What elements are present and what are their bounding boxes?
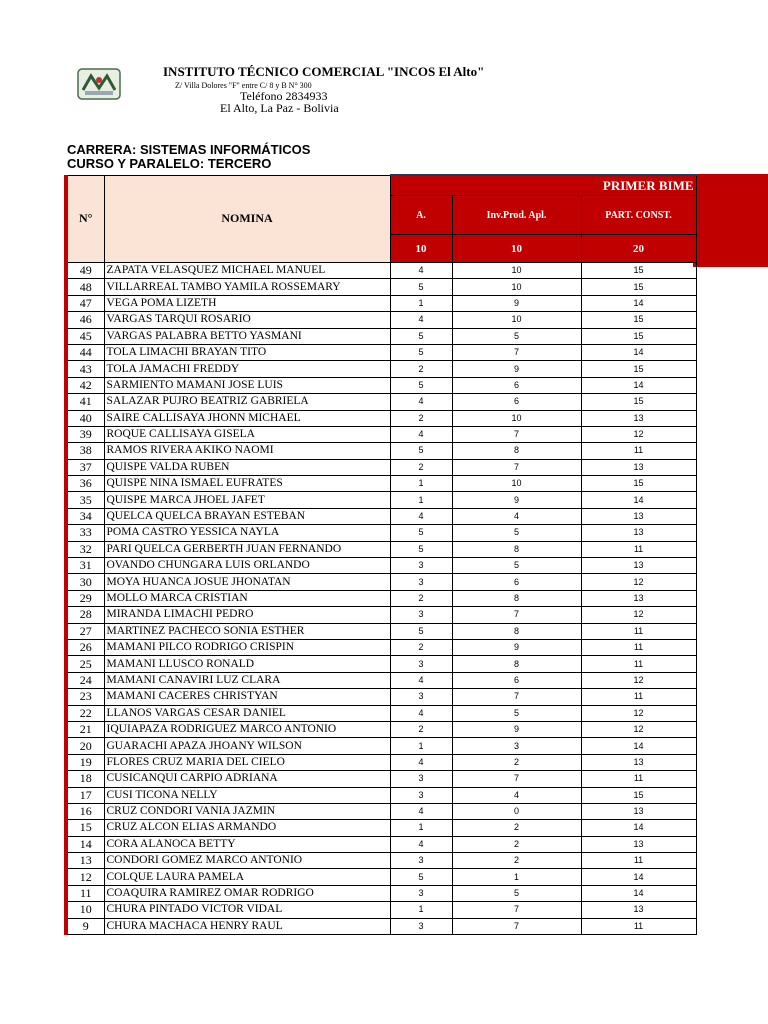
score-asistencia: 4	[390, 312, 452, 328]
student-number: 11	[66, 885, 104, 901]
score-participacion: 11	[581, 623, 696, 639]
table-row	[66, 574, 696, 590]
score-asistencia: 5	[390, 623, 452, 639]
score-inv-prod: 8	[452, 443, 581, 459]
score-asistencia: 3	[390, 607, 452, 623]
student-number: 20	[66, 738, 104, 754]
table-row	[66, 459, 696, 475]
score-participacion: 13	[581, 754, 696, 770]
column-header-number: N°	[66, 175, 104, 263]
table-row	[66, 721, 696, 737]
score-participacion: 15	[581, 263, 696, 279]
student-number: 13	[66, 853, 104, 869]
table-row	[66, 607, 696, 623]
score-participacion: 15	[581, 476, 696, 492]
score-inv-prod: 2	[452, 820, 581, 836]
student-number: 18	[66, 771, 104, 787]
student-number: 40	[66, 410, 104, 426]
student-number: 33	[66, 525, 104, 541]
column-header-participacion: PART. CONST.	[581, 196, 696, 235]
score-participacion: 15	[581, 279, 696, 295]
score-asistencia: 3	[390, 656, 452, 672]
table-row	[66, 918, 696, 934]
student-number: 29	[66, 590, 104, 606]
score-participacion: 13	[581, 525, 696, 541]
score-asistencia: 3	[390, 918, 452, 934]
score-asistencia: 4	[390, 705, 452, 721]
score-asistencia: 4	[390, 508, 452, 524]
table-row	[66, 443, 696, 459]
score-participacion: 11	[581, 443, 696, 459]
column-header-asistencia: A.	[390, 196, 452, 235]
table-row	[66, 541, 696, 557]
score-participacion: 12	[581, 672, 696, 688]
student-name: VARGAS TARQUI ROSARIO	[104, 312, 390, 328]
score-asistencia: 1	[390, 476, 452, 492]
score-participacion: 13	[581, 803, 696, 819]
curso-label: CURSO Y PARALELO: TERCERO	[67, 156, 272, 171]
student-number: 49	[66, 263, 104, 279]
score-inv-prod: 5	[452, 328, 581, 344]
student-number: 12	[66, 869, 104, 885]
score-inv-prod: 5	[452, 525, 581, 541]
student-name: MAMANI CANAVIRI LUZ CLARA	[104, 672, 390, 688]
table-row	[66, 361, 696, 377]
score-participacion: 14	[581, 885, 696, 901]
student-number: 30	[66, 574, 104, 590]
student-name: MOLLO MARCA CRISTIAN	[104, 590, 390, 606]
student-number: 16	[66, 803, 104, 819]
score-asistencia: 1	[390, 492, 452, 508]
table-row	[66, 672, 696, 688]
table-row	[66, 853, 696, 869]
score-inv-prod: 6	[452, 377, 581, 393]
student-name: QUISPE MARCA JHOEL JAFET	[104, 492, 390, 508]
score-asistencia: 2	[390, 721, 452, 737]
table-row	[66, 279, 696, 295]
table-row	[66, 295, 696, 311]
score-asistencia: 3	[390, 787, 452, 803]
score-participacion: 13	[581, 558, 696, 574]
score-participacion: 11	[581, 918, 696, 934]
table-row	[66, 869, 696, 885]
student-number: 26	[66, 639, 104, 655]
score-asistencia: 4	[390, 754, 452, 770]
student-name: MAMANI LLUSCO RONALD	[104, 656, 390, 672]
score-inv-prod: 6	[452, 574, 581, 590]
institution-name: INSTITUTO TÉCNICO COMERCIAL "INCOS El Alto"	[163, 64, 485, 79]
score-participacion: 11	[581, 639, 696, 655]
table-row	[66, 639, 696, 655]
score-participacion: 13	[581, 459, 696, 475]
score-inv-prod: 10	[452, 410, 581, 426]
score-asistencia: 5	[390, 344, 452, 360]
student-name: MAMANI PILCO RODRIGO CRISPIN	[104, 639, 390, 655]
student-number: 23	[66, 689, 104, 705]
score-inv-prod: 9	[452, 295, 581, 311]
student-name: COLQUE LAURA PAMELA	[104, 869, 390, 885]
student-name: ROQUE CALLISAYA GISELA	[104, 426, 390, 442]
table-row	[66, 705, 696, 721]
score-asistencia: 5	[390, 541, 452, 557]
score-asistencia: 5	[390, 869, 452, 885]
score-inv-prod: 7	[452, 902, 581, 918]
score-participacion: 14	[581, 738, 696, 754]
student-name: LLANOS VARGAS CESAR DANIEL	[104, 705, 390, 721]
student-name: QUISPE VALDA RUBEN	[104, 459, 390, 475]
max-score-inv-prod: 10	[452, 235, 581, 263]
score-asistencia: 4	[390, 394, 452, 410]
score-participacion: 15	[581, 328, 696, 344]
score-participacion: 11	[581, 771, 696, 787]
student-number: 21	[66, 721, 104, 737]
table-row	[66, 689, 696, 705]
student-name: VILLARREAL TAMBO YAMILA ROSSEMARY	[104, 279, 390, 295]
score-inv-prod: 2	[452, 836, 581, 852]
student-name: CHURA MACHACA HENRY RAUL	[104, 918, 390, 934]
score-asistencia: 4	[390, 426, 452, 442]
score-asistencia: 2	[390, 459, 452, 475]
score-participacion: 11	[581, 689, 696, 705]
student-name: FLORES CRUZ MARIA DEL CIELO	[104, 754, 390, 770]
score-inv-prod: 9	[452, 492, 581, 508]
student-name: PARI QUELCA GERBERTH JUAN FERNANDO	[104, 541, 390, 557]
score-inv-prod: 7	[452, 918, 581, 934]
max-score-participacion: 20	[581, 235, 696, 263]
student-number: 25	[66, 656, 104, 672]
student-number: 32	[66, 541, 104, 557]
student-name: MAMANI CACERES CHRISTYAN	[104, 689, 390, 705]
score-inv-prod: 5	[452, 705, 581, 721]
max-score-asistencia: 10	[390, 235, 452, 263]
student-name: CONDORI GOMEZ MARCO ANTONIO	[104, 853, 390, 869]
student-name: MIRANDA LIMACHI PEDRO	[104, 607, 390, 623]
student-number: 44	[66, 344, 104, 360]
table-row	[66, 394, 696, 410]
student-number: 31	[66, 558, 104, 574]
table-row	[66, 476, 696, 492]
institution-city: El Alto, La Paz - Bolivia	[220, 101, 339, 115]
score-asistencia: 1	[390, 820, 452, 836]
student-number: 27	[66, 623, 104, 639]
carrera-label: CARRERA: SISTEMAS INFORMÁTICOS	[67, 142, 311, 157]
student-name: SALAZAR PUJRO BEATRIZ GABRIELA	[104, 394, 390, 410]
student-number: 38	[66, 443, 104, 459]
score-inv-prod: 9	[452, 639, 581, 655]
student-number: 42	[66, 377, 104, 393]
score-inv-prod: 7	[452, 689, 581, 705]
student-number: 41	[66, 394, 104, 410]
score-participacion: 13	[581, 902, 696, 918]
table-row	[66, 377, 696, 393]
score-asistencia: 2	[390, 639, 452, 655]
student-name: QUISPE NINA ISMAEL EUFRATES	[104, 476, 390, 492]
institution-logo-icon	[77, 68, 121, 100]
student-name: MARTINEZ PACHECO SONIA ESTHER	[104, 623, 390, 639]
score-inv-prod: 7	[452, 426, 581, 442]
table-row	[66, 590, 696, 606]
score-asistencia: 4	[390, 803, 452, 819]
score-inv-prod: 8	[452, 541, 581, 557]
student-name: CUSI TICONA NELLY	[104, 787, 390, 803]
score-participacion: 12	[581, 721, 696, 737]
table-row	[66, 754, 696, 770]
score-asistencia: 2	[390, 361, 452, 377]
student-number: 15	[66, 820, 104, 836]
column-header-inv-prod: Inv.Prod. Apl.	[452, 196, 581, 235]
score-participacion: 12	[581, 574, 696, 590]
score-inv-prod: 0	[452, 803, 581, 819]
student-name: GUARACHI APAZA JHOANY WILSON	[104, 738, 390, 754]
column-header-nomina: NOMINA	[104, 175, 390, 263]
score-participacion: 12	[581, 426, 696, 442]
student-name: RAMOS RIVERA AKIKO NAOMI	[104, 443, 390, 459]
score-asistencia: 3	[390, 885, 452, 901]
student-name: VARGAS PALABRA BETTO YASMANI	[104, 328, 390, 344]
table-row	[66, 771, 696, 787]
table-row	[66, 836, 696, 852]
period-header-band	[693, 174, 768, 267]
score-asistencia: 3	[390, 771, 452, 787]
student-number: 19	[66, 754, 104, 770]
table-row	[66, 328, 696, 344]
student-number: 17	[66, 787, 104, 803]
table-row	[66, 344, 696, 360]
student-number: 39	[66, 426, 104, 442]
student-number: 36	[66, 476, 104, 492]
student-number: 45	[66, 328, 104, 344]
score-inv-prod: 7	[452, 607, 581, 623]
score-participacion: 14	[581, 344, 696, 360]
score-asistencia: 3	[390, 558, 452, 574]
score-inv-prod: 6	[452, 672, 581, 688]
score-participacion: 14	[581, 820, 696, 836]
student-number: 10	[66, 902, 104, 918]
score-asistencia: 3	[390, 689, 452, 705]
score-inv-prod: 7	[452, 771, 581, 787]
student-number: 37	[66, 459, 104, 475]
score-participacion: 14	[581, 295, 696, 311]
score-participacion: 13	[581, 508, 696, 524]
score-asistencia: 5	[390, 279, 452, 295]
student-name: CUSICANQUI CARPIO ADRIANA	[104, 771, 390, 787]
score-participacion: 13	[581, 836, 696, 852]
student-number: 9	[66, 918, 104, 934]
score-inv-prod: 10	[452, 476, 581, 492]
score-participacion: 11	[581, 541, 696, 557]
score-inv-prod: 3	[452, 738, 581, 754]
table-row	[66, 902, 696, 918]
score-asistencia: 1	[390, 738, 452, 754]
institution-address: Z/ Villa Dolores "F" entre C/ 8 y B N° 300	[175, 81, 312, 90]
student-name: QUELCA QUELCA BRAYAN ESTEBAN	[104, 508, 390, 524]
table-row	[66, 410, 696, 426]
score-asistencia: 3	[390, 853, 452, 869]
grades-table	[64, 174, 697, 935]
score-participacion: 15	[581, 361, 696, 377]
student-number: 35	[66, 492, 104, 508]
score-inv-prod: 10	[452, 263, 581, 279]
student-number: 14	[66, 836, 104, 852]
score-inv-prod: 5	[452, 558, 581, 574]
student-name: CRUZ CONDORI VANIA JAZMIN	[104, 803, 390, 819]
student-number: 34	[66, 508, 104, 524]
score-inv-prod: 9	[452, 361, 581, 377]
score-participacion: 15	[581, 394, 696, 410]
score-asistencia: 4	[390, 672, 452, 688]
score-asistencia: 5	[390, 443, 452, 459]
table-row	[66, 312, 696, 328]
score-inv-prod: 1	[452, 869, 581, 885]
student-name: TOLA LIMACHI BRAYAN TITO	[104, 344, 390, 360]
score-participacion: 15	[581, 312, 696, 328]
student-number: 43	[66, 361, 104, 377]
score-asistencia: 1	[390, 295, 452, 311]
score-participacion: 14	[581, 869, 696, 885]
table-row	[66, 508, 696, 524]
table-row	[66, 738, 696, 754]
score-inv-prod: 8	[452, 623, 581, 639]
table-row	[66, 426, 696, 442]
student-number: 22	[66, 705, 104, 721]
score-asistencia: 4	[390, 836, 452, 852]
student-name: VEGA POMA LIZETH	[104, 295, 390, 311]
score-inv-prod: 10	[452, 279, 581, 295]
score-asistencia: 4	[390, 263, 452, 279]
student-name: CRUZ ALCON ELIAS ARMANDO	[104, 820, 390, 836]
score-asistencia: 5	[390, 377, 452, 393]
student-name: CORA ALANOCA BETTY	[104, 836, 390, 852]
score-inv-prod: 6	[452, 394, 581, 410]
table-row	[66, 558, 696, 574]
student-number: 28	[66, 607, 104, 623]
score-inv-prod: 7	[452, 344, 581, 360]
score-participacion: 14	[581, 377, 696, 393]
score-inv-prod: 7	[452, 459, 581, 475]
score-inv-prod: 2	[452, 853, 581, 869]
score-inv-prod: 2	[452, 754, 581, 770]
score-inv-prod: 5	[452, 885, 581, 901]
score-inv-prod: 9	[452, 721, 581, 737]
student-name: MOYA HUANCA JOSUE JHONATAN	[104, 574, 390, 590]
score-inv-prod: 10	[452, 312, 581, 328]
student-name: IQUIAPAZA RODRIGUEZ MARCO ANTONIO	[104, 721, 390, 737]
score-participacion: 11	[581, 853, 696, 869]
table-row	[66, 787, 696, 803]
score-inv-prod: 8	[452, 590, 581, 606]
score-participacion: 13	[581, 590, 696, 606]
score-asistencia: 2	[390, 410, 452, 426]
student-name: CHURA PINTADO VICTOR VIDAL	[104, 902, 390, 918]
student-name: COAQUIRA RAMIREZ OMAR RODRIGO	[104, 885, 390, 901]
student-name: POMA CASTRO YESSICA NAYLA	[104, 525, 390, 541]
score-inv-prod: 8	[452, 656, 581, 672]
score-participacion: 12	[581, 705, 696, 721]
table-row	[66, 263, 696, 279]
score-asistencia: 3	[390, 574, 452, 590]
student-number: 46	[66, 312, 104, 328]
student-name: SAIRE CALLISAYA JHONN MICHAEL	[104, 410, 390, 426]
score-inv-prod: 4	[452, 508, 581, 524]
table-row	[66, 885, 696, 901]
score-asistencia: 1	[390, 902, 452, 918]
student-number: 48	[66, 279, 104, 295]
table-row	[66, 492, 696, 508]
score-participacion: 13	[581, 410, 696, 426]
table-row	[66, 525, 696, 541]
score-inv-prod: 4	[452, 787, 581, 803]
score-asistencia: 2	[390, 590, 452, 606]
score-participacion: 11	[581, 656, 696, 672]
student-number: 24	[66, 672, 104, 688]
score-asistencia: 5	[390, 525, 452, 541]
table-row	[66, 820, 696, 836]
score-asistencia: 5	[390, 328, 452, 344]
score-participacion: 14	[581, 492, 696, 508]
table-row	[66, 656, 696, 672]
score-participacion: 15	[581, 787, 696, 803]
table-row	[66, 803, 696, 819]
score-participacion: 12	[581, 607, 696, 623]
student-number: 47	[66, 295, 104, 311]
period-header: PRIMER BIME	[390, 175, 696, 196]
student-name: SARMIENTO MAMANI JOSE LUIS	[104, 377, 390, 393]
student-name: TOLA JAMACHI FREDDY	[104, 361, 390, 377]
institution-phone: Teléfono 2834933	[240, 89, 328, 103]
student-name: OVANDO CHUNGARA LUIS ORLANDO	[104, 558, 390, 574]
student-name: ZAPATA VELASQUEZ MICHAEL MANUEL	[104, 263, 390, 279]
table-row	[66, 623, 696, 639]
